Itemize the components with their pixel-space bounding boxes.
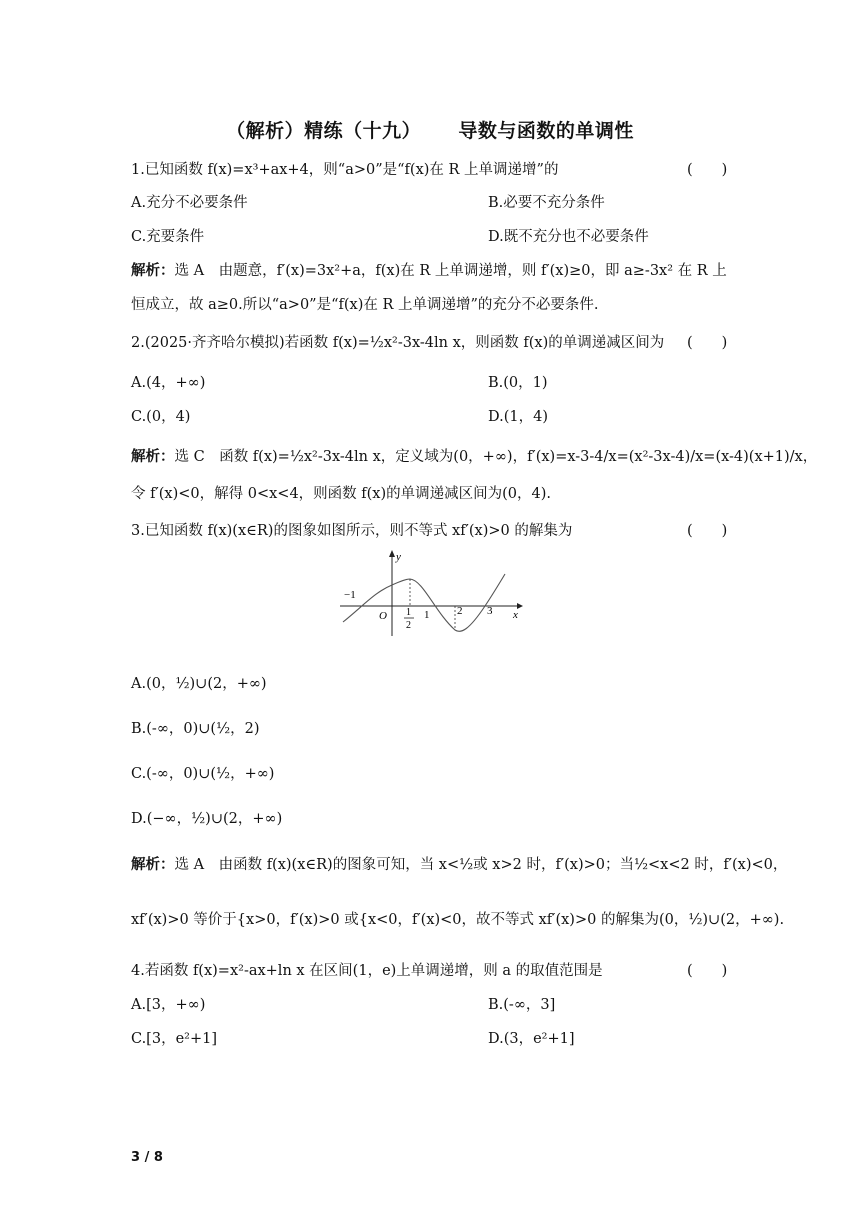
title-part2: 导数与函数的单调性 bbox=[458, 120, 634, 142]
q1-stem: 1.已知函数 f(x)=x³+ax+4，则“a>0”是“f(x)在 R 上单调递增”的 bbox=[131, 162, 559, 178]
page-number: 3 / 8 bbox=[131, 1150, 163, 1165]
q3-option-d: D.(−∞，½)∪(2，+∞) bbox=[131, 811, 283, 827]
label-half-num: 1 bbox=[406, 607, 411, 618]
q2-option-c: C.(0，4) bbox=[131, 409, 191, 425]
x-axis-arrow-icon bbox=[517, 603, 523, 609]
q2-solution-line2: 令 f′(x)<0，解得 0<x<4，则函数 f(x)的单调递减区间为(0，4). bbox=[131, 486, 552, 502]
q2-solution-text1: 选 C 函数 f(x)=½x²-3x-4ln x，定义域为(0，+∞)，f′(x)=x-3-4/x=(x²-3x-4)/x=(x-4)(x+1)/x， bbox=[174, 449, 818, 465]
q3-solution-line1 bbox=[131, 853, 787, 874]
q2-option-d: D.(1，4) bbox=[488, 409, 548, 425]
q4-option-c: C.[3，e²+1] bbox=[131, 1031, 217, 1047]
q3-option-b: B.(-∞，0)∪(½，2) bbox=[131, 721, 260, 737]
solution-label: 解析： bbox=[131, 263, 175, 279]
title-part1: （解析）精练（十九） bbox=[226, 120, 422, 142]
q3-solution-text1: 选 A 由函数 f(x)(x∈R)的图象可知，当 x<½或 x>2 时，f′(x)>0；当½<x<2 时，f′(x)<0， bbox=[174, 857, 788, 873]
q1-solution-line1 bbox=[131, 259, 727, 280]
y-axis-arrow-icon bbox=[389, 550, 395, 557]
label-neg1: −1 bbox=[344, 589, 356, 601]
label-one: 1 bbox=[424, 609, 430, 621]
solution-label: 解析： bbox=[131, 449, 175, 465]
q1-solution-text1: 选 A 由题意，f′(x)=3x²+a，f(x)在 R 上单调递增，则 f′(x)≥0，即 a≥-3x² 在 R 上 bbox=[174, 263, 727, 279]
q4-answer-bracket: ( ) bbox=[687, 963, 728, 979]
label-two: 2 bbox=[457, 605, 463, 617]
q3-solution-line2: xf′(x)>0 等价于{x>0，f′(x)>0 或{x<0，f′(x)<0，故不等式 xf′(x)>0 的解集为(0，½)∪(2，+∞). bbox=[131, 912, 785, 928]
q1-option-c: C.充要条件 bbox=[131, 229, 205, 245]
q3-option-c: C.(-∞，0)∪(½，+∞) bbox=[131, 766, 275, 782]
label-three: 3 bbox=[487, 605, 493, 617]
q3-answer-bracket: ( ) bbox=[687, 523, 728, 539]
q2-stem: 2.(2025·齐齐哈尔模拟)若函数 f(x)=½x²-3x-4ln x，则函数 f(x)的单调递减区间为 bbox=[131, 335, 665, 351]
q1-option-d: D.既不充分也不必要条件 bbox=[488, 229, 649, 245]
solution-label: 解析： bbox=[131, 857, 175, 873]
label-origin: O bbox=[379, 610, 387, 622]
q1-answer-bracket: ( ) bbox=[687, 162, 728, 178]
q2-answer-bracket: ( ) bbox=[687, 335, 728, 351]
page-title bbox=[0, 116, 860, 143]
q4-stem: 4.若函数 f(x)=x²-ax+ln x 在区间(1，e)上单调递增，则 a 的取值范围是 bbox=[131, 963, 603, 979]
function-graph bbox=[335, 548, 525, 640]
q1-solution-line2: 恒成立，故 a≥0.所以“a>0”是“f(x)在 R 上单调递增”的充分不必要条件. bbox=[131, 297, 599, 313]
q3-option-a: A.(0，½)∪(2，+∞) bbox=[131, 676, 267, 692]
q2-option-a: A.(4，+∞) bbox=[131, 375, 206, 391]
label-x: x bbox=[513, 609, 518, 621]
q2-option-b: B.(0，1) bbox=[488, 375, 548, 391]
q1-option-b: B.必要不充分条件 bbox=[488, 195, 605, 211]
q4-option-b: B.(-∞，3] bbox=[488, 997, 556, 1013]
q1-option-a: A.充分不必要条件 bbox=[131, 195, 248, 211]
label-y: y bbox=[396, 551, 401, 563]
label-half-den: 2 bbox=[406, 620, 411, 631]
q3-stem: 3.已知函数 f(x)(x∈R)的图象如图所示，则不等式 xf′(x)>0 的解集为 bbox=[131, 523, 573, 539]
q4-option-a: A.[3，+∞) bbox=[131, 997, 206, 1013]
function-curve bbox=[343, 574, 505, 631]
q2-solution-line1 bbox=[131, 445, 817, 466]
q4-option-d: D.(3，e²+1] bbox=[488, 1031, 575, 1047]
